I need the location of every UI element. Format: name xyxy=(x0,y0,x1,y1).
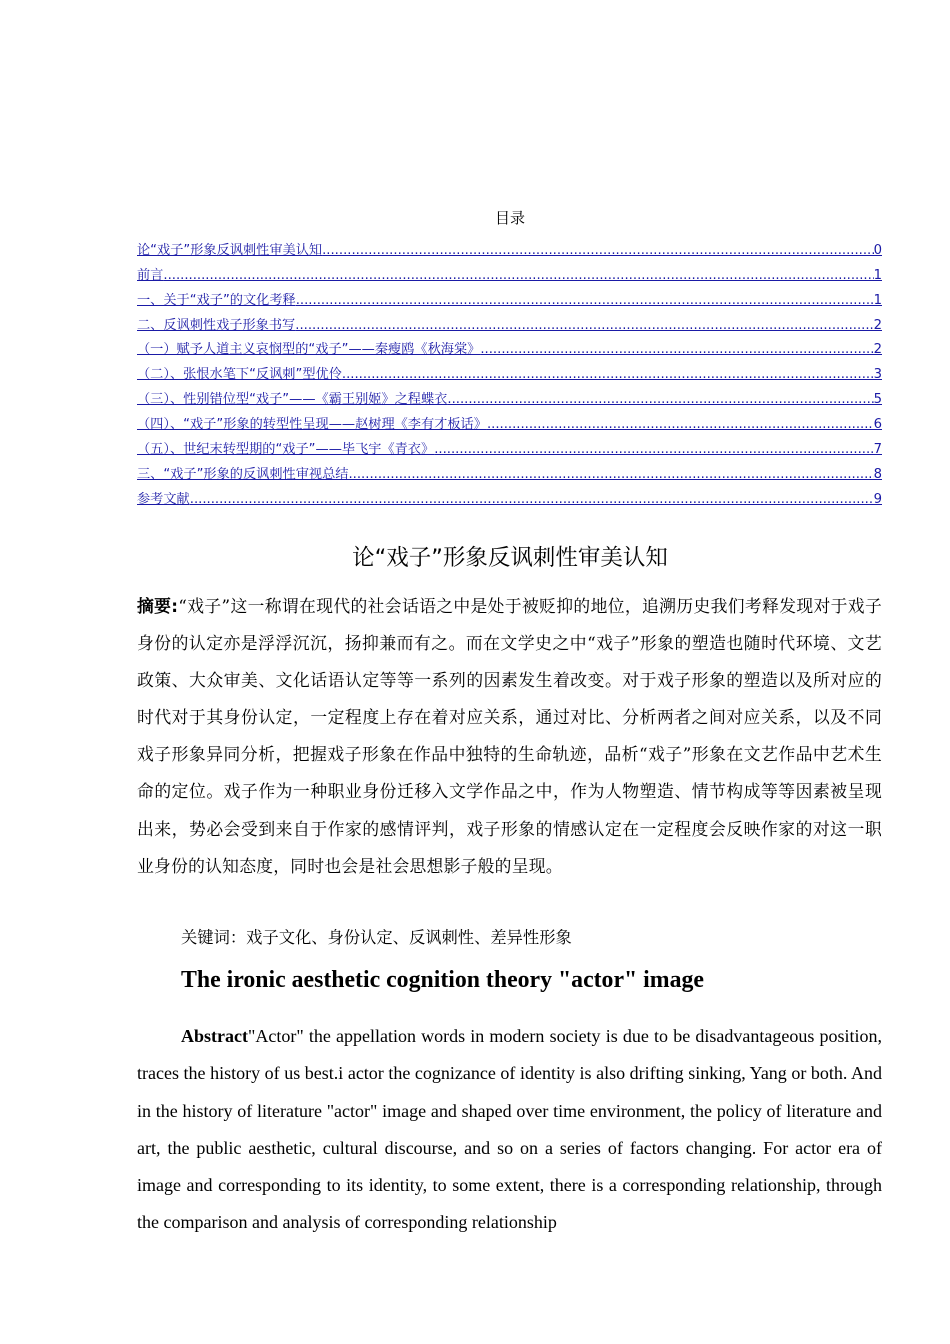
toc-entry-page: 9 xyxy=(873,491,882,507)
toc-entry-page: 1 xyxy=(873,292,882,308)
toc-entry-title: 论“戏子”形象反讽刺性审美认知 xyxy=(137,242,323,258)
english-abstract-text: "Actor" the appellation words in modern society is due to be disadvantageous position, traces the history of us best.i actor the cognizance of identity is also drifting sinking, Yang or both. And in the history of literature "actor" image and shaped over time environment, the policy of literature and art, the public aesthetic, cultural discourse, and so on a series of factors changing. For actor era of image and corresponding to its identity, to some extent, there is a corresponding relationship, through the comparison and analysis of corresponding relationship xyxy=(137,1026,882,1233)
toc-entry[interactable] xyxy=(137,432,882,457)
toc-entry[interactable] xyxy=(137,382,882,407)
toc-entry[interactable] xyxy=(137,258,882,283)
toc-entry[interactable] xyxy=(137,308,882,333)
english-abstract xyxy=(137,1018,882,1242)
toc-entry-page: 0 xyxy=(873,242,882,258)
toc-entry-page: 2 xyxy=(873,342,882,358)
toc-entry[interactable] xyxy=(137,407,882,432)
toc-entry-title: 参考文献 xyxy=(137,491,190,507)
toc-entry-title: 三、“戏子”形象的反讽刺性审视总结 xyxy=(137,466,349,482)
toc-entry[interactable] xyxy=(137,233,882,258)
toc-entry[interactable] xyxy=(137,482,882,507)
toc-entry-page: 8 xyxy=(873,466,882,482)
toc-entry-page: 5 xyxy=(873,392,882,408)
chinese-abstract xyxy=(137,588,882,885)
toc-entry-title: （四）、“戏子”形象的转型性呈现——赵树理《李有才板话》 xyxy=(137,417,487,433)
toc-entry-title: （三）、性别错位型“戏子”——《霸王别姬》之程蝶衣 xyxy=(137,392,448,408)
toc-entry-page: 6 xyxy=(873,417,882,433)
toc-entry-title: （五）、世纪末转型期的“戏子”——毕飞宇《青衣》 xyxy=(137,442,435,458)
toc-entry-title: 前言 xyxy=(137,267,164,283)
toc-entry[interactable] xyxy=(137,283,882,308)
toc-entry[interactable] xyxy=(137,357,882,382)
table-of-contents xyxy=(137,233,882,507)
toc-entry-page: 7 xyxy=(873,442,882,458)
article-title: 论“戏子”形象反讽刺性审美认知 xyxy=(352,545,668,571)
toc-entry-page: 2 xyxy=(873,317,882,333)
toc-entry-page: 1 xyxy=(873,267,882,283)
abstract-text: “戏子”这一称谓在现代的社会话语之中是处于被贬抑的地位，追溯历史我们考释发现对于戏子身份的认定亦是浮浮沉沉，扬抑兼而有之。而在文学史之中“戏子”形象的塑造也随时代环境、文艺政策、大众审美、文化话语认定等等一系列的因素发生着改变。对于戏子形象的塑造以及所对应的时代对于其身份认定，一定程度上存在着对应关系，通过对比、分析两者之间对应关系，以及不同戏子形象异同分析，把握戏子形象在作品中独特的生命轨迹，品析“戏子”形象在文艺作品中艺术生命的定位。戏子作为一种职业身份迁移入文学作品之中，作为人物塑造、情节构成等等因素被呈现出来，势必会受到来自于作家的感情评判，戏子形象的情感认定在一定程度会反映作家的对这一职业身份的认知态度，同时也会是社会思想影子般的呈现。 xyxy=(137,596,882,876)
keywords: 关键词：戏子文化、身份认定、反讽刺性、差异性形象 xyxy=(181,928,572,947)
abstract-label: 摘要: xyxy=(137,596,179,616)
toc-entry[interactable] xyxy=(137,457,882,482)
toc-heading: 目录 xyxy=(494,209,525,227)
toc-entry-page: 3 xyxy=(873,367,882,383)
toc-entry-title: （二）、张恨水笔下“反讽刺”型优伶 xyxy=(137,367,342,383)
toc-entry-title: 二、反讽刺性戏子形象书写 xyxy=(137,317,296,333)
toc-entry-title: （一）赋予人道主义哀悯型的“戏子”——秦瘦鸥《秋海棠》 xyxy=(137,342,481,358)
toc-entry-title: 一、关于“戏子”的文化考释 xyxy=(137,292,296,308)
english-title: The ironic aesthetic cognition theory "actor" image xyxy=(181,967,704,993)
english-abstract-label: Abstract xyxy=(181,1026,248,1046)
toc-entry[interactable] xyxy=(137,333,882,358)
